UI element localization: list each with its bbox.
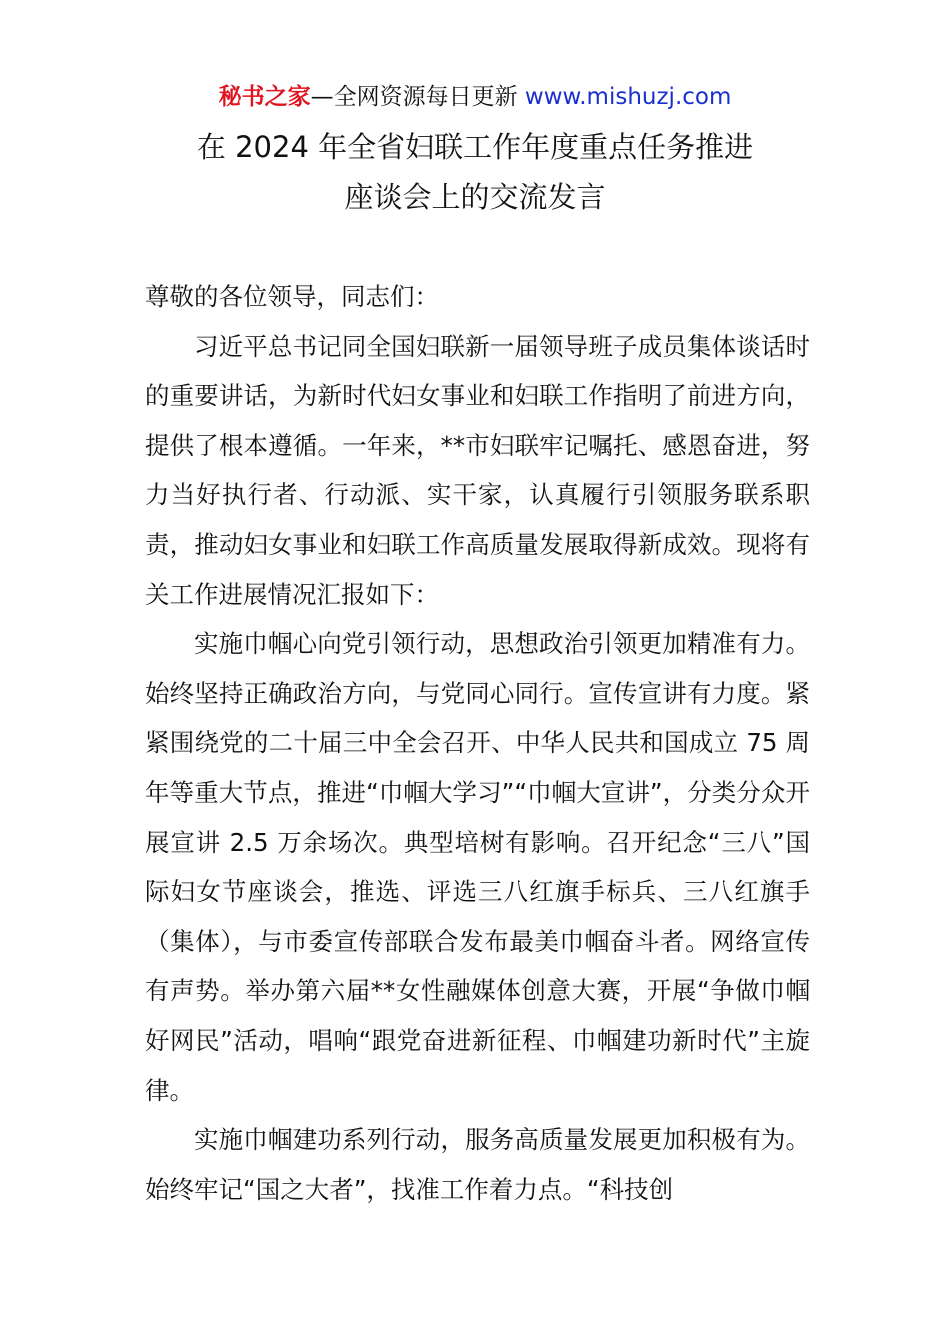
salutation: 尊敬的各位领导，同志们：	[145, 282, 439, 311]
site-header	[0, 80, 950, 114]
paragraph-guidance-action: 实施巾帼心向党引领行动，思想政治引领更加精准有力。始终坚持正确政治方向，与党同心同行。宣传宣讲有力度。紧紧围绕党的二十届三中全会召开、中华人民共和国成立 75 周年等重大节点，推进“巾帼大学习”“巾帼大宣讲”，分类分众开展宣讲 2.5 万余场次。典型培树有影响。召开纪念“三八”国际妇女节座谈会，推选、评选三八红旗手标兵、三八红旗手（集体），与市委宣传部联合发布最美巾帼奋斗者。网络宣传有声势。举办第六届**女性融媒体创意大赛，开展“争做巾帼好网民”活动，唱响“跟党奋进新征程、巾帼建功新时代”主旋律。	[145, 629, 810, 1105]
document-title-line-1: 在 2024 年全省妇联工作年度重点任务推进	[196, 130, 754, 164]
document-body	[145, 272, 810, 1214]
site-url[interactable]: www.mishuzj.com	[524, 84, 732, 110]
document-title-line-2: 座谈会上的交流发言	[344, 180, 606, 214]
paragraph-contribution-action: 实施巾帼建功系列行动，服务高质量发展更加积极有为。始终牢记“国之大者”，找准工作着力点。“科技创	[145, 1125, 810, 1204]
site-brand: 秘书之家	[218, 84, 311, 110]
site-slogan: —全网资源每日更新	[310, 84, 518, 110]
paragraph-intro: 习近平总书记同全国妇联新一届领导班子成员集体谈话时的重要讲话，为新时代妇女事业和妇联工作指明了前进方向，提供了根本遵循。一年来，**市妇联牢记嘱托、感恩奋进，努力当好执行者、行动派、实干家，认真履行引领服务联系职责，推动妇女事业和妇联工作高质量发展取得新成效。现将有关工作进展情况汇报如下：	[145, 331, 810, 609]
